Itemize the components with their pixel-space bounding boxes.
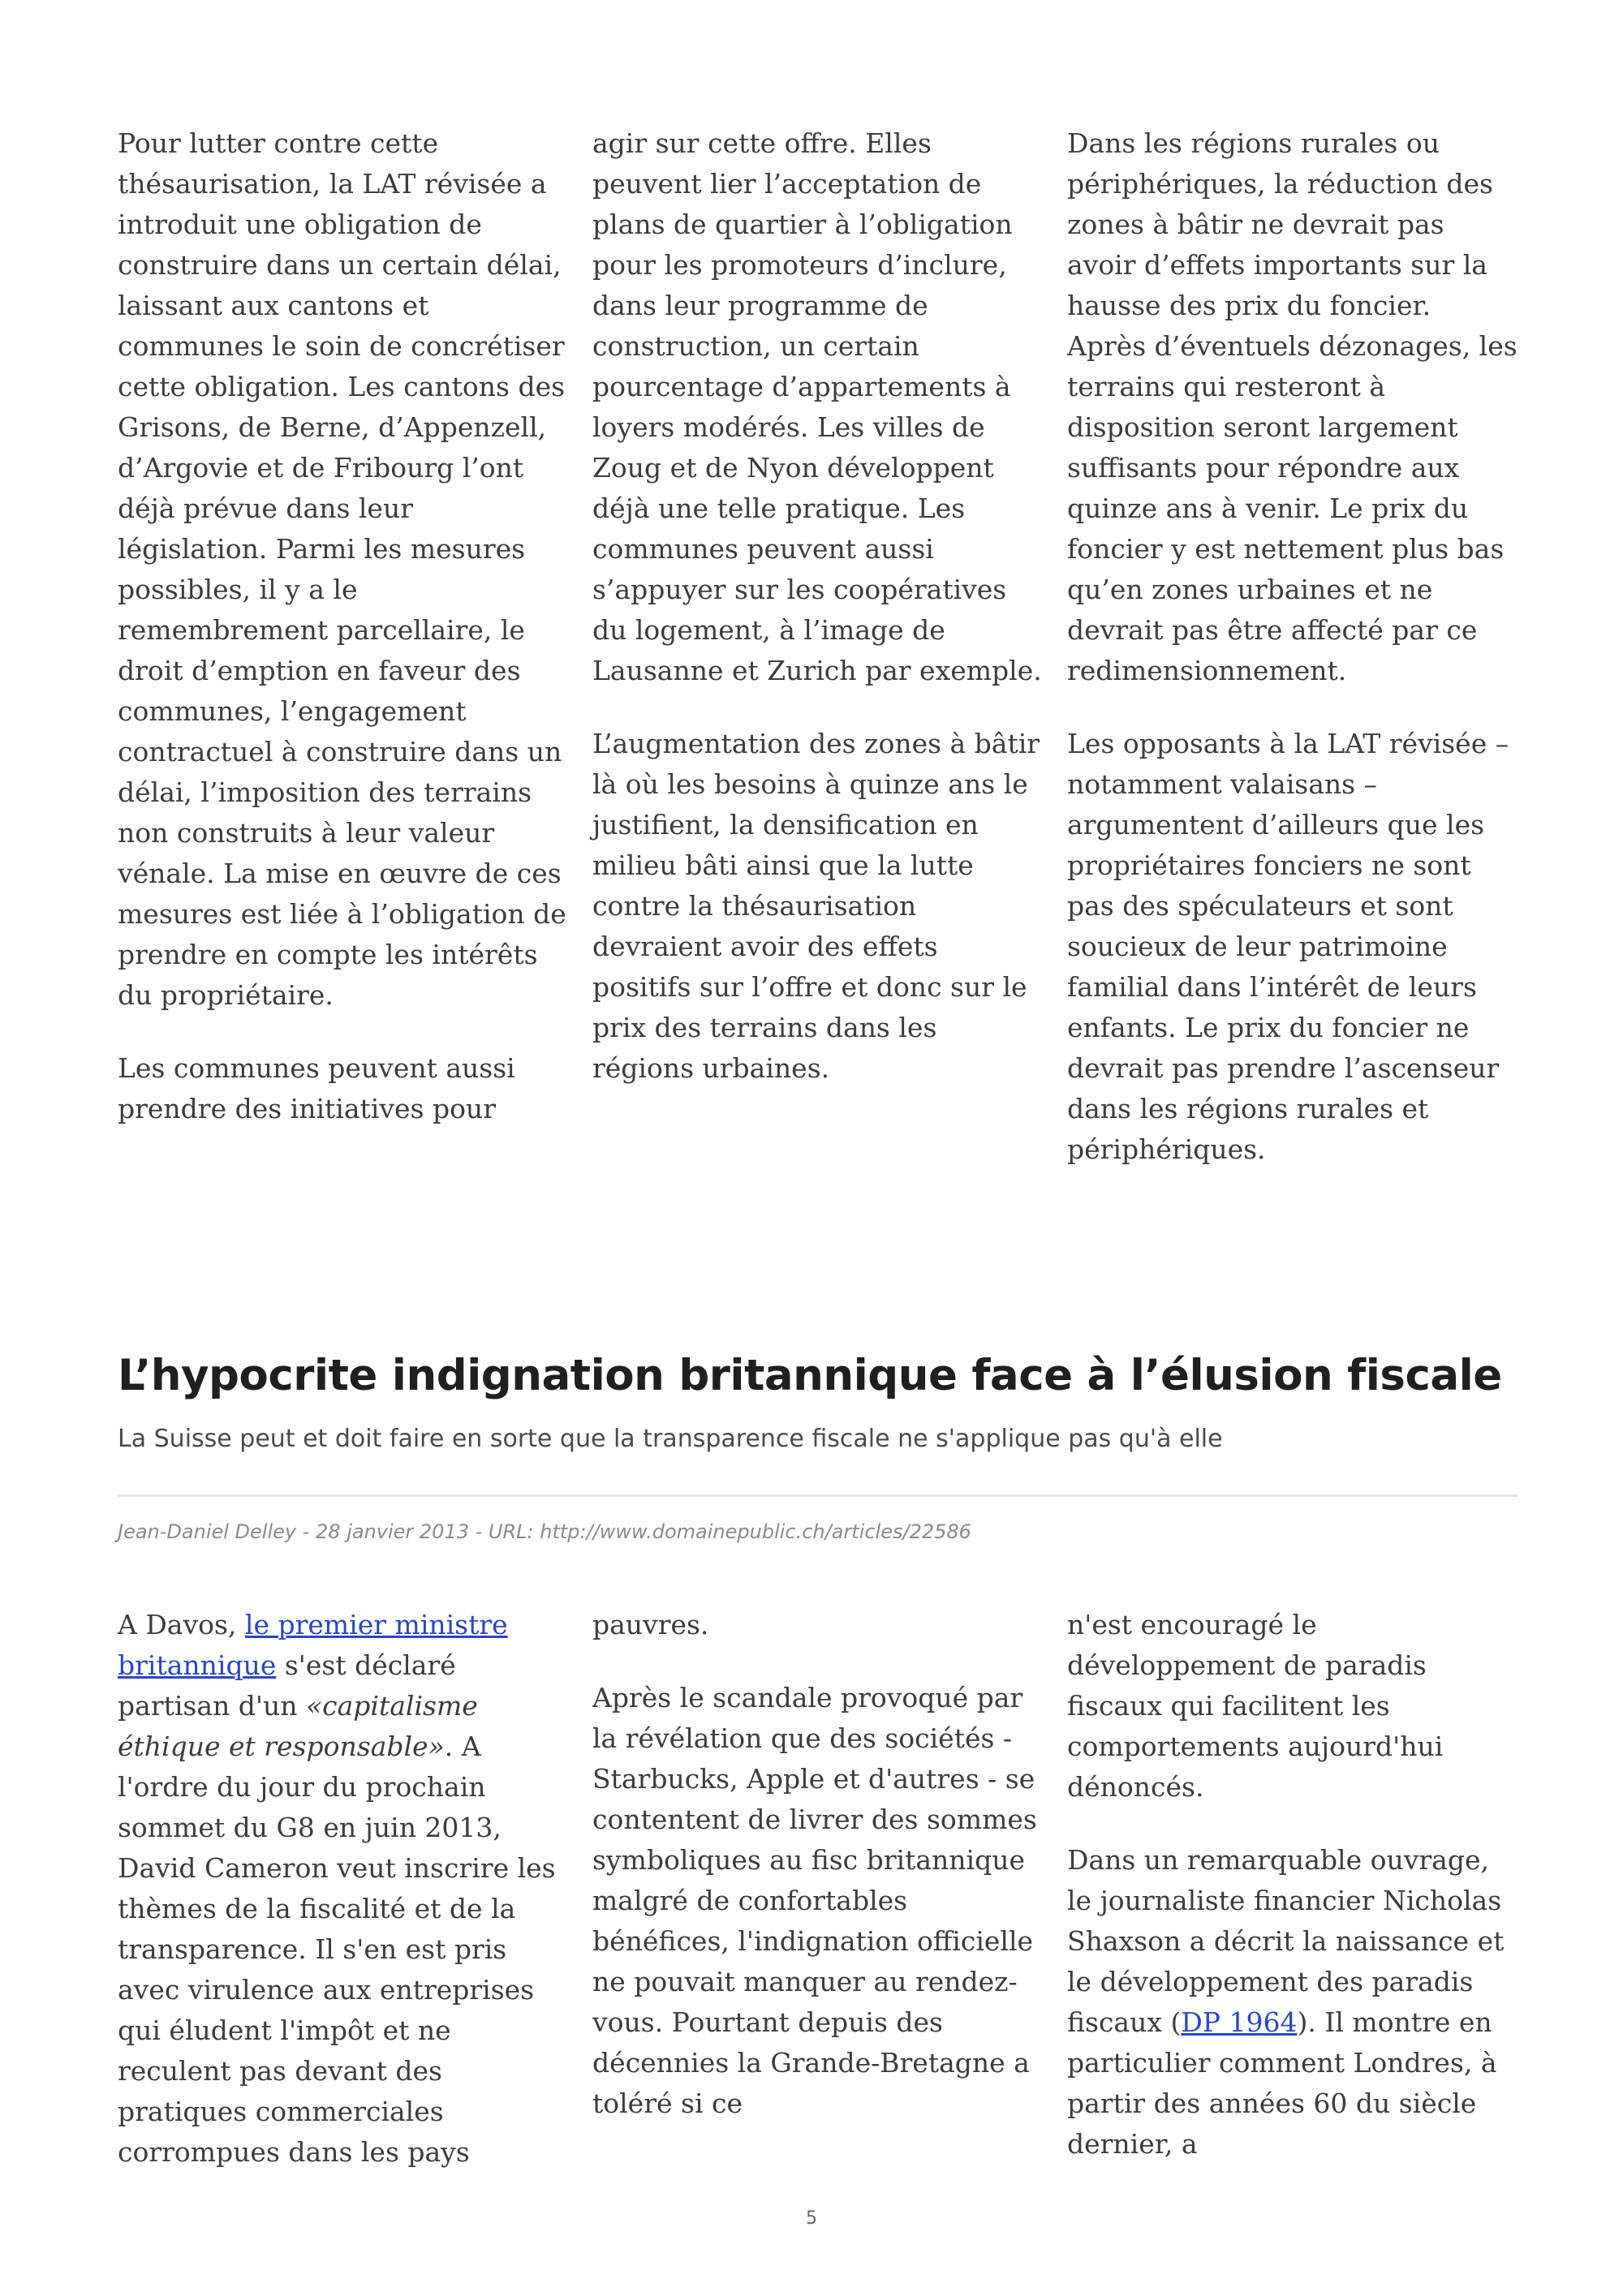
- quote: «capitalisme éthique et responsable»: [118, 1690, 478, 1762]
- paragraph: Les communes peuvent aussi prendre des initiatives pour: [118, 1052, 515, 1124]
- text: ). Il montre en particulier comment Londres, à partir des années 60 du siècle dernier, a: [1067, 2006, 1497, 2160]
- paragraph: Pour lutter contre cette thésaurisation, la LAT révisée a introduit une obligation de construire dans un certain délai, laissant aux cantons et communes le soin de concrétiser cette obligation. Les cantons des Grisons, de Berne, d’Appenzell, d’Argovie et de Fribourg l’ont déjà prévue dans leur législation. Parmi les mesures possibles, il y a le remembrement parcellaire, le droit d’emption en faveur des communes, l’engagement contractuel à construire dans un délai, l’imposition des terrains non construits à leur valeur vénale. La mise en œuvre de ces mesures est liée à l’obligation de prendre en compte les intérêts du propriétaire.: [118, 127, 566, 1011]
- dp-1964-link[interactable]: DP 1964: [1181, 2006, 1298, 2038]
- text: A Davos,: [118, 1609, 245, 1640]
- column-2: [592, 1605, 1043, 2173]
- column-1: [118, 1605, 568, 2173]
- text: Dans un remarquable ouvrage, le journaliste financier Nicholas Shaxson a décrit la naissance et le développement des paradis fiscaux (: [1067, 1844, 1505, 2038]
- text: . A l'ordre du jour du prochain sommet du G8 en juin 2013, David Cameron veut inscrire les thèmes de la fiscalité et de la transparence. Il s'en est pris avec virulence aux entreprises qui éludent l'impôt et ne reculent pas devant des pratiques commerciales corrompues dans les pays: [118, 1731, 556, 2168]
- article-title: L’hypocrite indignation britannique face à l’élusion fiscale: [118, 1351, 1502, 1400]
- paragraph: [1067, 1840, 1518, 2165]
- column-2: [592, 123, 1043, 1170]
- paragraph: Dans les régions rurales ou périphériques, la réduction des zones à bâtir ne devrait pas avoir d’effets importants sur la hausse des prix du foncier. Après d’éventuels dézonages, les terrains qui resteront à disposition seront largement suffisants pour répondre aux quinze ans à venir. Le prix du foncier y est nettement plus bas qu’en zones urbaines et ne devrait pas être affecté par ce redimensionnement.: [1067, 127, 1518, 686]
- text: s'est déclaré partisan d'un: [118, 1649, 456, 1722]
- article-subtitle: La Suisse peut et doit faire en sorte que la transparence fiscale ne s'applique pas qu'à elle: [118, 1425, 1223, 1453]
- paragraph: pauvres.: [592, 1609, 709, 1640]
- column-3: [1067, 1605, 1518, 2173]
- paragraph: L’augmentation des zones à bâtir là où les besoins à quinze ans le justifient, la densification en milieu bâti ainsi que la lutte contre la thésaurisation devraient avoir des effets positifs sur l’offre et donc sur le prix des terrains dans les régions urbaines.: [592, 728, 1040, 1084]
- page-number: 5: [806, 2208, 817, 2229]
- column-3: [1067, 123, 1518, 1170]
- article-byline: Jean-Daniel Delley - 28 janvier 2013 - URL: http://www.domainepublic.ch/articles/22586: [118, 1520, 971, 1543]
- paragraph: [118, 1605, 568, 2173]
- paragraph: Les opposants à la LAT révisée – notamment valaisans – argumentent d’ailleurs que les propriétaires fonciers ne sont pas des spéculateurs et sont soucieux de leur patrimoine familial dans l’intérêt de leurs enfants. Le prix du foncier ne devrait pas prendre l’ascenseur dans les régions rurales et périphériques.: [1067, 728, 1509, 1165]
- paragraph: agir sur cette offre. Elles peuvent lier l’acceptation de plans de quartier à l’obligation pour les promoteurs d’inclure, dans leur programme de construction, un certain pourcentage d’appartements à loyers modérés. Les villes de Zoug et de Nyon développent déjà une telle pratique. Les communes peuvent aussi s’appuyer sur les coopératives du logement, à l’image de Lausanne et Zurich par exemple.: [592, 127, 1042, 686]
- article-columns: [118, 1605, 1518, 2173]
- prime-minister-link[interactable]: le premier ministre britannique: [118, 1609, 508, 1681]
- previous-article-columns: [118, 123, 1518, 1170]
- divider: [118, 1494, 1518, 1497]
- paragraph: Après le scandale provoqué par la révélation que des sociétés - Starbucks, Apple et d'autres - se contentent de livrer des sommes symboliques au fisc britannique malgré de confortables bénéfices, l'indignation officielle ne pouvait manquer au rendez-vous. Pourtant depuis des décennies la Grande-Bretagne a toléré si ce: [592, 1682, 1037, 2119]
- paragraph: n'est encouragé le développement de paradis fiscaux qui facilitent les comportements aujourd'hui dénoncés.: [1067, 1609, 1444, 1803]
- column-1: [118, 123, 568, 1170]
